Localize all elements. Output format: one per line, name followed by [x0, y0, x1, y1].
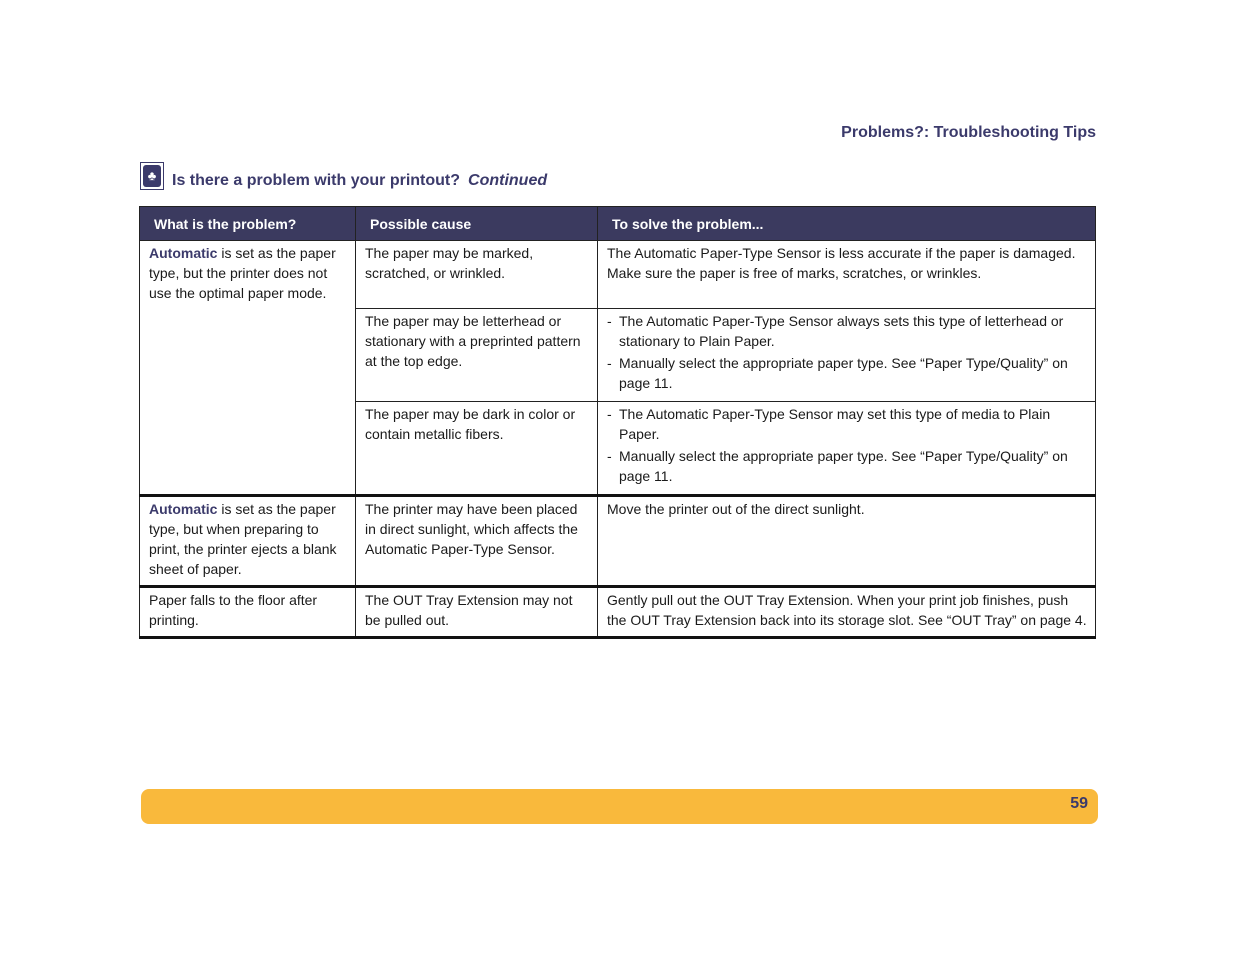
problem-cell: Paper falls to the floor after printing. [140, 587, 356, 638]
table-row [140, 496, 1096, 587]
footer-bar [141, 789, 1098, 824]
troubleshooting-table [139, 206, 1096, 639]
cause-cell: The paper may be marked, scratched, or wrinkled. [356, 241, 598, 309]
problem-text: is set as the paper type, but the printer does not use the optimal paper mode. [149, 245, 336, 301]
solution-cell [598, 402, 1096, 496]
section-heading-row [140, 162, 547, 190]
running-header: Problems?: Troubleshooting Tips [841, 124, 1096, 141]
cause-cell: The printer may have been placed in direct sunlight, which affects the Automatic Paper-Type Sensor. [356, 496, 598, 587]
solution-cell [598, 309, 1096, 402]
solution-bullet: - The Automatic Paper-Type Sensor always sets this type of letterhead or stationary to Plain Paper. [607, 311, 1087, 351]
problem-cell [140, 496, 356, 587]
column-header-solution: To solve the problem... [598, 207, 1096, 241]
table-row [140, 241, 1096, 309]
problem-keyword: Automatic [149, 245, 218, 261]
solution-bullet: - Manually select the appropriate paper type. See “Paper Type/Quality” on page 11. [607, 446, 1087, 486]
cause-cell: The paper may be letterhead or stationary with a preprinted pattern at the top edge. [356, 309, 598, 402]
table-row [140, 587, 1096, 638]
column-header-cause: Possible cause [356, 207, 598, 241]
table-header-row [140, 207, 1096, 241]
solution-bullet: - The Automatic Paper-Type Sensor may set this type of media to Plain Paper. [607, 404, 1087, 444]
solution-bullets [607, 404, 1087, 486]
solution-cell: Move the printer out of the direct sunlight. [598, 496, 1096, 587]
problem-text: is set as the paper type, but when preparing to print, the printer ejects a blank sheet of paper. [149, 501, 337, 577]
problem-keyword: Automatic [149, 501, 218, 517]
solution-bullet: - Manually select the appropriate paper type. See “Paper Type/Quality” on page 11. [607, 353, 1087, 393]
continued-label: Continued [468, 172, 548, 189]
page-number: 59 [1070, 795, 1088, 812]
cause-cell: The OUT Tray Extension may not be pulled out. [356, 587, 598, 638]
column-header-problem: What is the problem? [140, 207, 356, 241]
solution-cell: Gently pull out the OUT Tray Extension. When your print job finishes, push the OUT Tray Extension back into its storage slot. See “OUT Tray” on page 4. [598, 587, 1096, 638]
printer-help-icon: ♣ [140, 162, 164, 190]
section-title-text: Is there a problem with your printout? [172, 172, 461, 189]
section-title [172, 172, 547, 190]
cause-cell: The paper may be dark in color or contain metallic fibers. [356, 402, 598, 496]
solution-cell: The Automatic Paper-Type Sensor is less accurate if the paper is damaged. Make sure the paper is free of marks, scratches, or wrinkles. [598, 241, 1096, 309]
solution-bullets [607, 311, 1087, 393]
problem-cell [140, 241, 356, 496]
